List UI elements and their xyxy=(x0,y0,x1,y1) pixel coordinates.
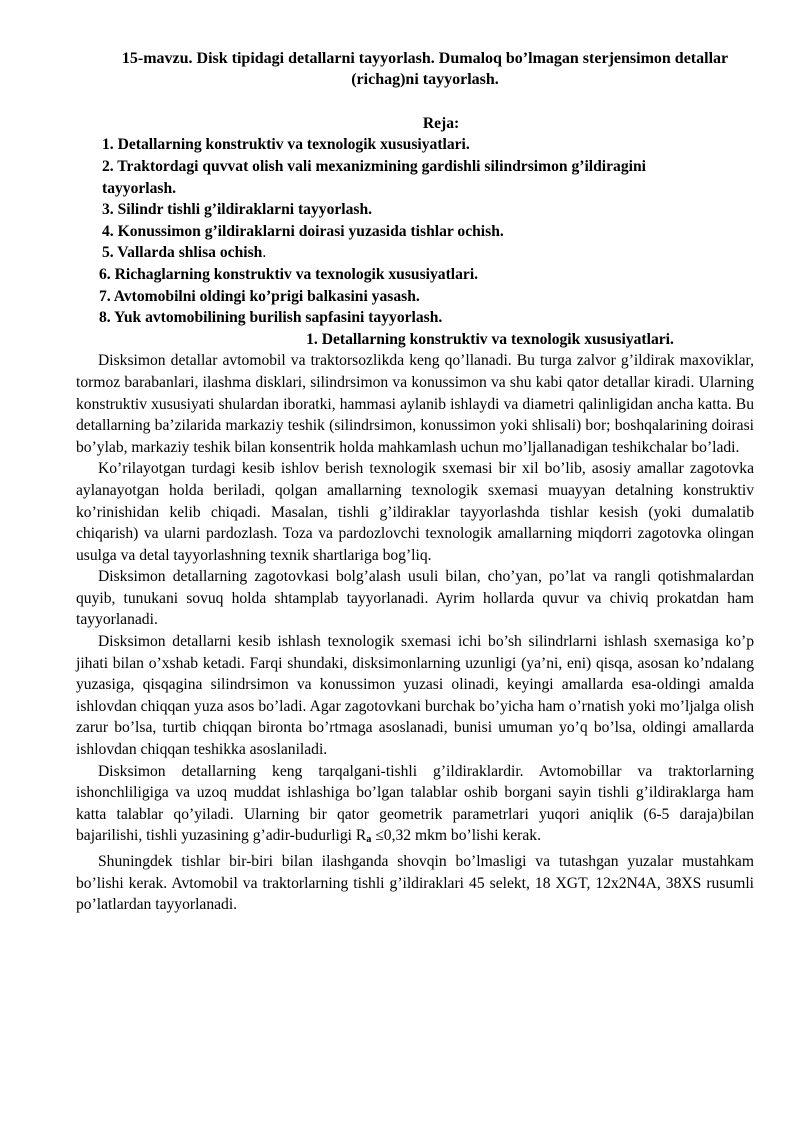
plan-item: 4. Konussimon g’ildiraklarni doirasi yuzasida tishlar ochish. xyxy=(102,222,504,240)
plan-item: 6. Richaglarning konstruktiv va texnologik xususiyatlari. xyxy=(99,265,479,283)
plan-item: 1. Detallarning konstruktiv va texnologik xususiyatlari. xyxy=(102,136,470,154)
paragraph: Disksimon detallarni kesib ishlash texnologik sxemasi ichi bo’sh silindrlarni ishlash sxemasiga ko’p jihati bilan o’xshab ketadi. Farqi shundaki, disksimonlarning uzunligi (ya’ni, eni) qisqa, asosan ko’ndalang yuzasiga, qisqagina silindrsimon va konussimon yuzasi olinadi, keyingi amallarda esa-oldingi amalda ishlovdan chiqqan yuza asos bo’ladi. Agar zagotovkani burchak bo’yicha ham o’rnatish yoki mo’ljalga olish zarur bo’lsa, turtib chiqqan bironta bo’rtmaga asoslanadi, bunisi umuman yo’q bo’lsa, oldingi amallarda ishlovdan chiqqan teshikka asoslaniladi. xyxy=(76,633,754,759)
document-page xyxy=(76,48,754,916)
paragraph: Ko’rilayotgan turdagi kesib ishlov berish texnologik sxemasi bir xil bo’lib, asosiy amallar zagotovka aylanayotgan holda beriladi, qolgan amallarning texnologik sxemasi muayyan detalning konstruktiv ko’rinishidan kelib chiqadi. Masalan, tishli g’ildiraklar tayyorlashda tishlar kesish (yoki dumalatib chiqarish) va ularni pardozlash. Toza va pardozlovchi texnologik amallarning miqdorri zagotovka olingan usulga va detal tayyorlashning texnik shartlariga bog’liq. xyxy=(76,460,754,564)
paragraph: Disksimon detallar avtomobil va traktorsozlikda keng qo’llanadi. Bu turga zalvor g’ildirak maxoviklar, tormoz barabanlari, ilashma disklari, silindrsimon va konussimon va shu kabi qator detallar kiradi. Ularning konstruktiv xususiyati shulardan iboratki, hammasi aylanib ishlaydi va diametri qalinligidan ancha katta. Bu detallarning ba’zilarida markaziy teshik (silindrsimon, konussimon yoki shlisali) bor; boshqalarining doirasi bo’ylab, markaziy teshik bilan konsentrik holda mahkamlash uchun mo’ljallanadigan teshikchalar bo’ladi. xyxy=(76,352,754,456)
paragraph: Shuningdek tishlar bir-biri bilan ilashganda shovqin bo’lmasligi va tutashgan yuzalar mustahkam bo’lishi kerak. Avtomobil va traktorlarning tishli g’ildiraklari 45 selekt, 18 XGT, 12x2N4A, 38XS rusumli po’latlardan tayyorlanadi. xyxy=(76,853,754,914)
plan-heading: Reja: xyxy=(422,114,460,132)
paragraph: Disksimon detallarning zagotovkasi bolg’alash usuli bilan, cho’yan, po’lat va rangli qotishmalardan quyib, tunukani sovuq holda shtamplab tayyorlanadi. Ayrim hollarda quvur va chiviq prokatdan ham tayyorlanadi. xyxy=(76,568,754,629)
roughness-symbol: R xyxy=(355,827,367,845)
section-heading: 1. Detallarning konstruktiv va texnologik xususiyatlari. xyxy=(306,330,674,348)
plan-item-text: 5. Vallarda shlisa ochish xyxy=(102,244,263,262)
plan-item: 7. Avtomobilni oldingi ko’prigi balkasini yasash. xyxy=(99,287,420,305)
plan-item: 3. Silindr tishli g’ildiraklarni tayyorlash. xyxy=(102,201,373,219)
roughness-subscript: a xyxy=(366,834,372,846)
page-title: 15-mavzu. Disk tipidagi detallarni tayyorlash. Dumaloq bo’lmagan sterjensimon detallar (richag)ni tayyorlash. xyxy=(121,50,729,89)
plan-item: 8. Yuk avtomobilining burilish sapfasini tayyorlash. xyxy=(99,309,443,327)
plan-list xyxy=(76,134,754,328)
plan-item-period: . xyxy=(262,244,267,262)
paragraph-text: Disksimon detallarning keng tarqalgani-tishli g’ildiraklardir. Avtomobillar va traktorlarning ishonchliligiga va uzoq muddat ishlashiga bo’lgan talablar oshib borgani sayin tishli g’ildiraklarga ham katta talablar qo’yiladi. Ularning bir qator geometrik parametrlari yuqori aniqlik (6-5 daraja)bilan bajarilishi, tishli yuzasining g’adir-budurligi xyxy=(76,762,754,845)
plan-item: 2. Traktordagi quvvat olish vali mexanizmining gardishli silindrsimon g’ildiragini tayyorlash. xyxy=(102,158,646,197)
roughness-text: ≤0,32 mkm bo’lishi kerak. xyxy=(371,827,541,845)
paragraph xyxy=(76,761,754,851)
plan-item xyxy=(76,242,754,264)
